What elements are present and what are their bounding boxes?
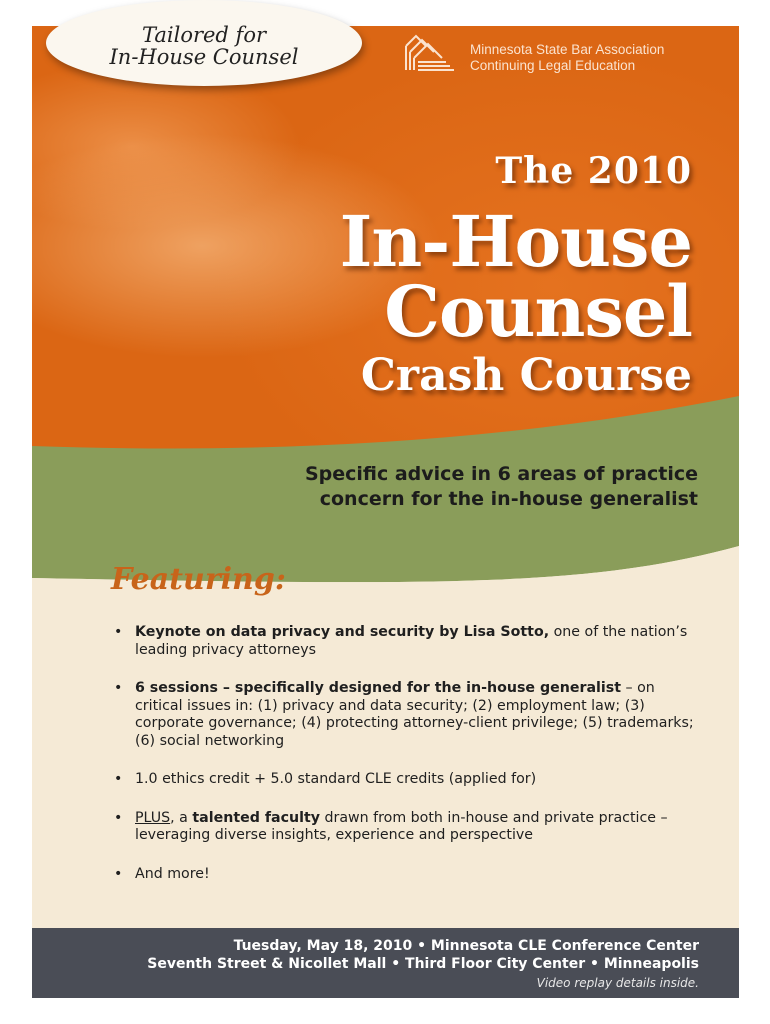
footer-address: Seventh Street & Nicollet Mall • Third Floor City Center • Minneapolis	[147, 956, 699, 972]
badge-line-2: In-House Counsel	[109, 45, 299, 69]
title-line-in-house: In-House	[339, 200, 692, 283]
list-item	[114, 866, 704, 884]
org-name	[470, 42, 664, 74]
bullet-text: – on critical issues in: (1) privacy and data security; (2) employment law; (3) corporate governance; (4) protecting attorney-client privilege; (5) trademarks; (6) social networking	[135, 680, 694, 749]
bullet-plus-text: PLUS	[135, 809, 171, 826]
bullet-bold-text: 6 sessions – specifically designed for the in-house generalist	[135, 680, 621, 696]
badge-line-1: Tailored for	[141, 23, 266, 47]
list-item	[114, 810, 704, 845]
footer-date-venue: Tuesday, May 18, 2010 • Minnesota CLE Conference Center	[233, 938, 699, 954]
org-line-2: Continuing Legal Education	[470, 58, 636, 73]
bullet-text: 1.0 ethics credit + 5.0 standard CLE credits (applied for)	[135, 771, 537, 787]
feature-list	[114, 624, 704, 904]
featuring-heading: Featuring:	[111, 562, 286, 597]
list-item	[114, 624, 704, 659]
subhead-line-1: Specific advice in 6 areas of practice	[304, 463, 698, 485]
bullet-text: And more!	[135, 865, 210, 882]
event-footer	[32, 928, 739, 998]
subheadline	[305, 462, 698, 512]
list-item	[114, 680, 704, 750]
bullet-bold-text: talented faculty	[192, 809, 320, 826]
list-item	[114, 771, 704, 789]
title-year: The 2010	[495, 150, 692, 192]
footer-video-note: Video replay details inside.	[536, 976, 699, 990]
org-line-1: Minnesota State Bar Association	[470, 42, 665, 57]
bullet-text: drawn from both in-house and private practice – leveraging diverse insights, experience and perspective	[135, 809, 668, 843]
msba-logo-icon	[402, 32, 458, 74]
title-line-counsel: Counsel	[384, 270, 692, 353]
bullet-text: one of the nation’s leading privacy attorneys	[135, 624, 688, 658]
subhead-line-2: concern for the in-house generalist	[319, 488, 698, 510]
bullet-bold-text: Keynote on data privacy and security by Lisa Sotto,	[135, 624, 550, 640]
bullet-text: , a	[170, 809, 193, 826]
title-line-crash-course: Crash Course	[360, 350, 692, 401]
tailored-badge	[46, 0, 362, 86]
